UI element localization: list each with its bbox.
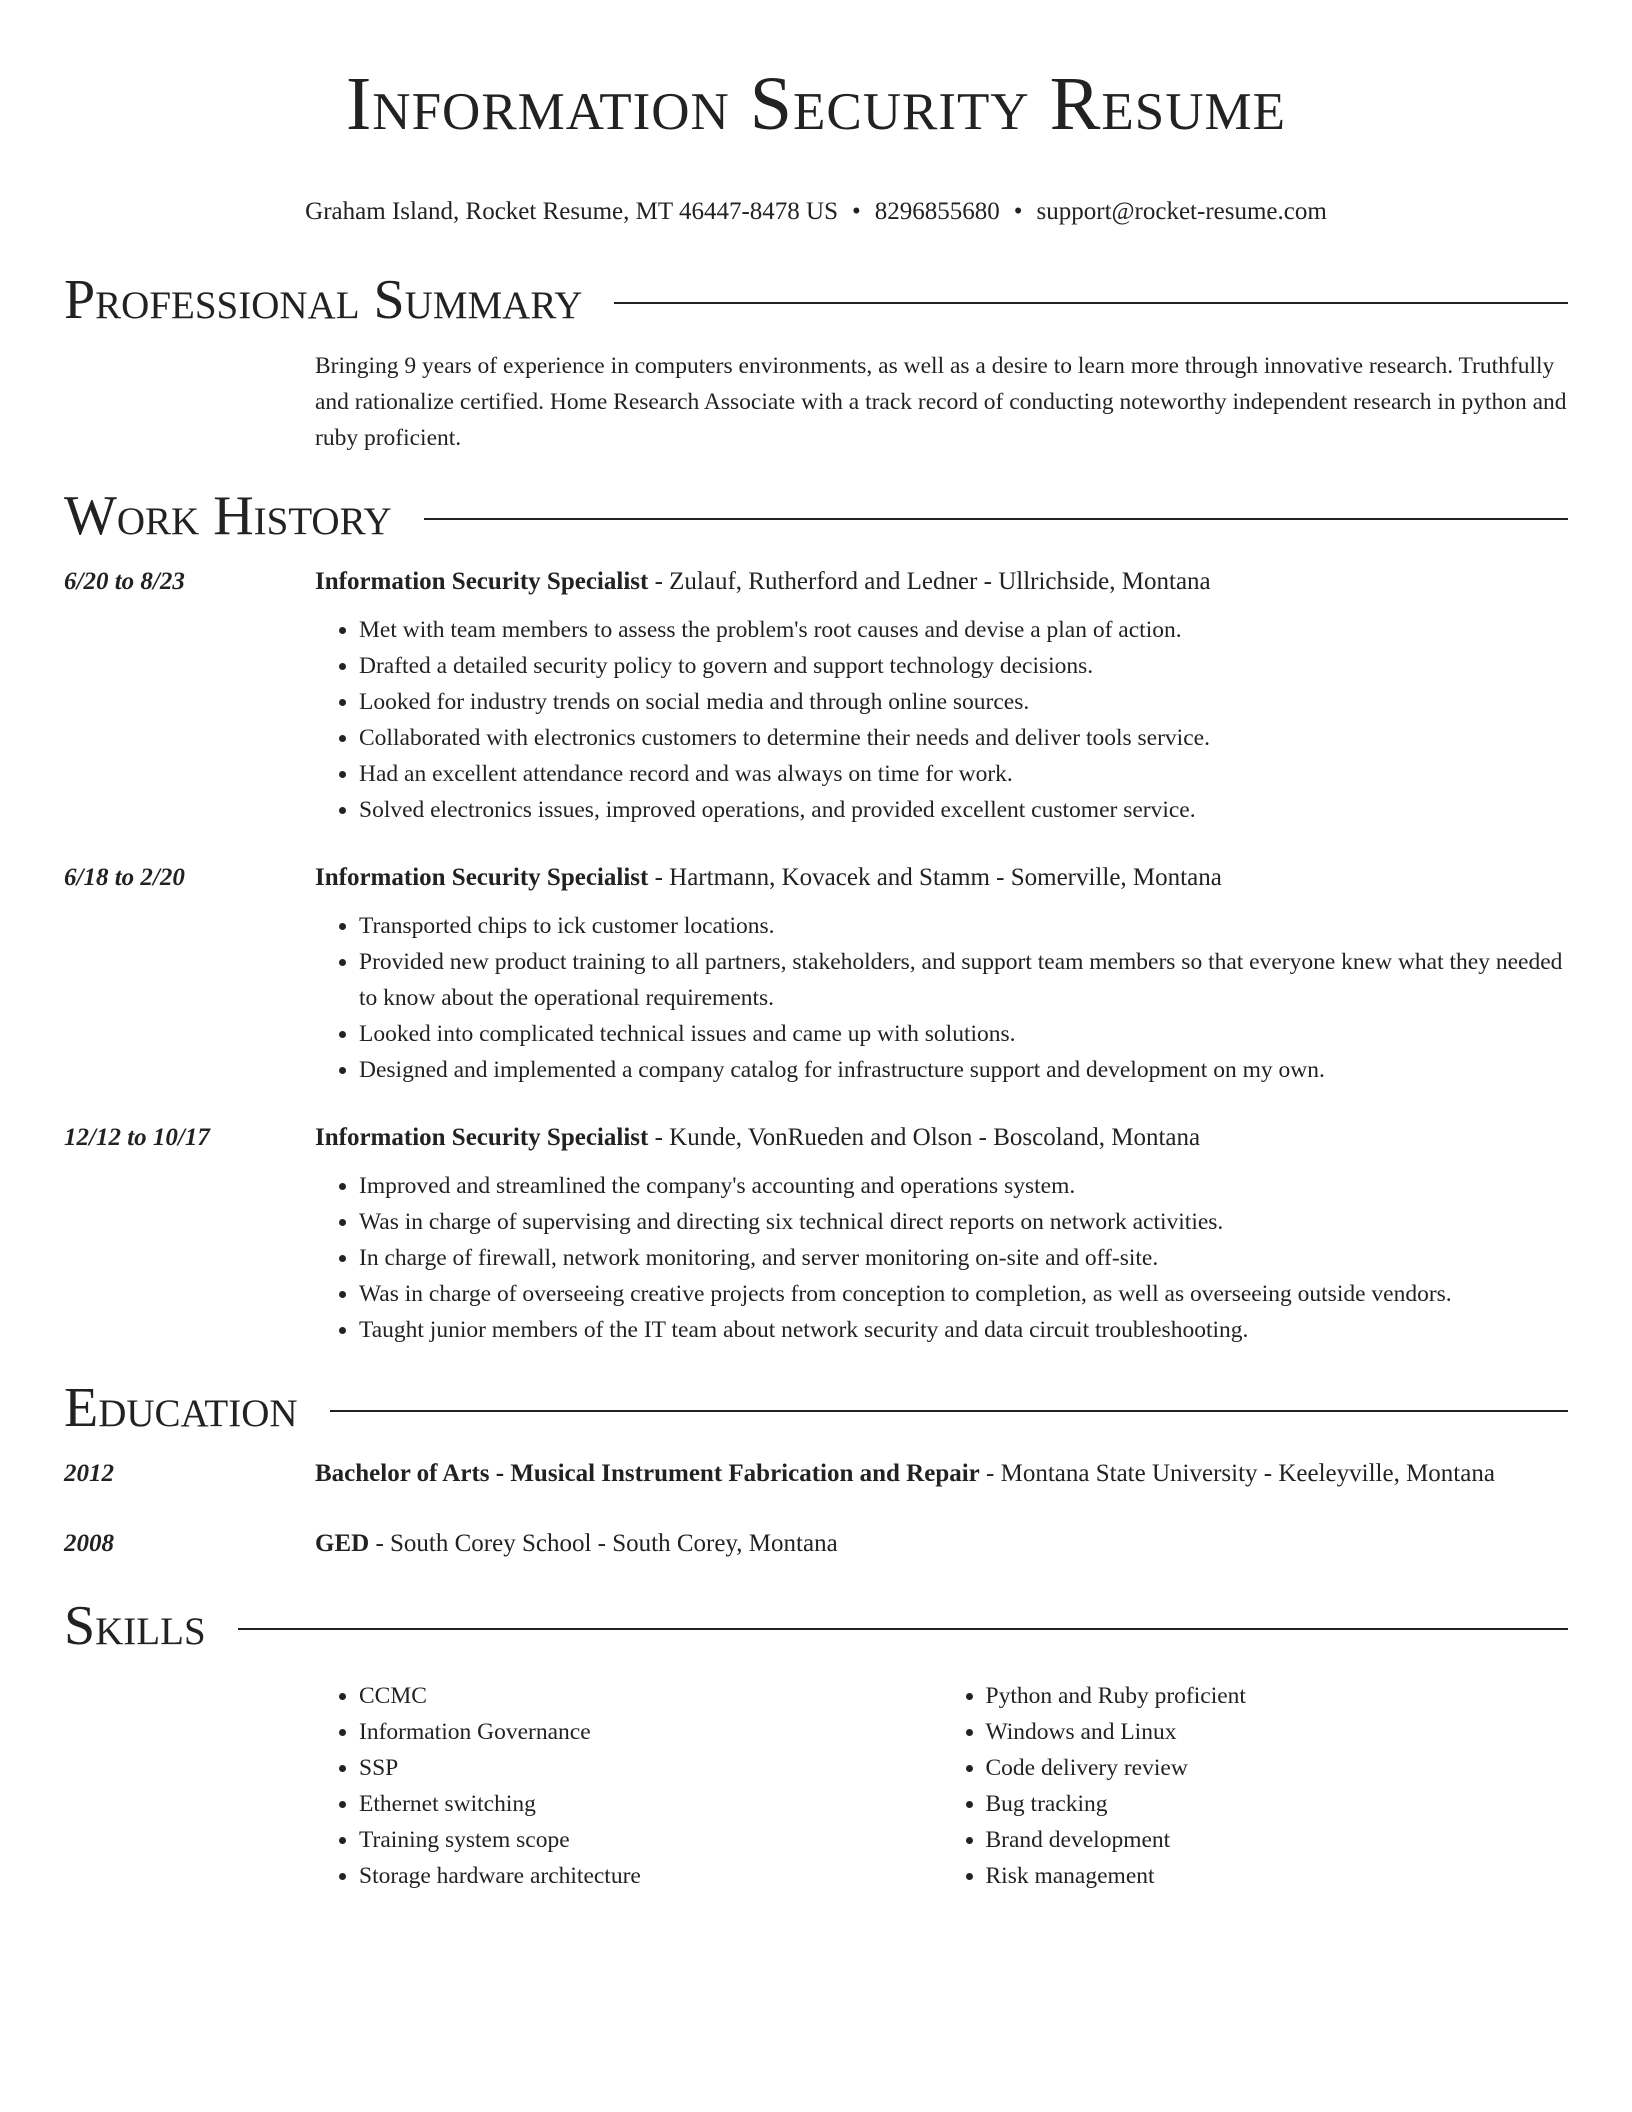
skill-item: • Risk management [986, 1858, 1569, 1894]
section-title-skills: Skills [64, 1595, 206, 1657]
section-header-skills [64, 1592, 1568, 1660]
skill-item: • Training system scope [359, 1822, 942, 1858]
skills-column-right [942, 1678, 1569, 1894]
list-item: • Met with team members to assess the problem's root causes and devise a plan of action. [359, 612, 1568, 648]
section-divider [238, 1628, 1568, 1630]
separator-dot: • [1013, 198, 1023, 225]
contact-email: support@rocket-resume.com [1036, 198, 1327, 225]
job-bullets [315, 612, 1568, 828]
section-header-education [64, 1374, 1568, 1442]
job-employer: - Hartmann, Kovacek and Stamm - Somerville, Montana [648, 864, 1222, 891]
contact-line [64, 196, 1568, 228]
skill-item: • Windows and Linux [986, 1714, 1569, 1750]
list-item: • Looked into complicated technical issues and came up with solutions. [359, 1016, 1568, 1052]
section-divider [614, 302, 1568, 304]
section-divider [330, 1410, 1568, 1412]
list-item: • Collaborated with electronics customers to determine their needs and deliver tools service. [359, 720, 1568, 756]
list-item: • Solved electronics issues, improved operations, and provided excellent customer service. [359, 792, 1568, 828]
education-school: - Montana State University - Keeleyville, Montana [979, 1460, 1495, 1487]
list-item: • Designed and implemented a company catalog for infrastructure support and development on my own. [359, 1052, 1568, 1088]
list-item: • Was in charge of overseeing creative projects from conception to completion, as well as overseeing outside vendors. [359, 1276, 1568, 1312]
section-header-work-history [64, 482, 1568, 550]
list-item: • Taught junior members of the IT team about network security and data circuit troubleshooting. [359, 1312, 1568, 1348]
job-entry [64, 858, 1568, 1088]
section-title-education: Education [64, 1377, 298, 1439]
job-title: Information Security Specialist [315, 1124, 649, 1151]
section-title-summary: Professional Summary [64, 269, 583, 331]
job-bullets [315, 1168, 1568, 1348]
contact-phone: 8296855680 [874, 198, 1000, 225]
job-heading [315, 858, 1568, 898]
education-degree: Bachelor of Arts - Musical Instrument Fabrication and Repair [315, 1460, 980, 1487]
list-item: • In charge of firewall, network monitoring, and server monitoring on-site and off-site. [359, 1240, 1568, 1276]
job-bullets [315, 908, 1568, 1088]
skill-item: • Storage hardware architecture [359, 1858, 942, 1894]
section-header-summary [64, 266, 1568, 334]
list-item: • Had an excellent attendance record and was always on time for work. [359, 756, 1568, 792]
list-item: • Was in charge of supervising and directing six technical direct reports on network activities. [359, 1204, 1568, 1240]
education-details [315, 1454, 1568, 1494]
separator-dot: • [851, 198, 861, 225]
job-employer: - Kunde, VonRueden and Olson - Boscoland, Montana [648, 1124, 1201, 1151]
page-title: Information Security Resume [345, 62, 1287, 146]
section-title-work-history: Work History [64, 485, 392, 547]
job-employer: - Zulauf, Rutherford and Ledner - Ullrichside, Montana [648, 568, 1211, 595]
skill-item: • Brand development [986, 1822, 1569, 1858]
list-item: • Looked for industry trends on social media and through online sources. [359, 684, 1568, 720]
list-item: • Provided new product training to all partners, stakeholders, and support team members so that everyone knew what they needed to know about the operational requirements. [359, 944, 1568, 1016]
skill-item: • CCMC [359, 1678, 942, 1714]
section-divider [424, 518, 1568, 520]
contact-address: Graham Island, Rocket Resume, MT 46447-8478 US [305, 198, 838, 225]
summary-text: Bringing 9 years of experience in computers environments, as well as a desire to learn more through innovative research. Truthfully and rationalize certified. Home Research Associate with a track record of conducting noteworthy independent research in python and ruby proficient. [315, 353, 1567, 451]
skills-list [315, 1678, 1568, 1894]
education-school: - South Corey School - South Corey, Montana [369, 1530, 838, 1557]
skill-item: • Information Governance [359, 1714, 942, 1750]
job-entry [64, 1118, 1568, 1348]
skill-item: • Python and Ruby proficient [986, 1678, 1569, 1714]
education-entry [64, 1524, 1568, 1564]
list-item: • Drafted a detailed security policy to govern and support technology decisions. [359, 648, 1568, 684]
job-title: Information Security Specialist [315, 864, 649, 891]
skill-item: • Bug tracking [986, 1786, 1569, 1822]
job-dates: 6/18 to 2/20 [64, 864, 185, 891]
job-dates: 6/20 to 8/23 [64, 568, 185, 595]
resume-page [64, 0, 1568, 1894]
skill-item: • SSP [359, 1750, 942, 1786]
skill-item: • Code delivery review [986, 1750, 1569, 1786]
education-year: 2012 [64, 1460, 114, 1487]
education-details [315, 1524, 1568, 1564]
list-item: • Transported chips to ick customer locations. [359, 908, 1568, 944]
job-heading [315, 562, 1568, 602]
list-item: • Improved and streamlined the company's accounting and operations system. [359, 1168, 1568, 1204]
job-dates: 12/12 to 10/17 [64, 1124, 210, 1151]
education-year: 2008 [64, 1530, 114, 1557]
skills-column-left [315, 1678, 942, 1894]
job-title: Information Security Specialist [315, 568, 649, 595]
education-degree: GED [315, 1530, 370, 1557]
job-entry [64, 562, 1568, 828]
job-heading [315, 1118, 1568, 1158]
education-entry [64, 1454, 1568, 1494]
skill-item: • Ethernet switching [359, 1786, 942, 1822]
